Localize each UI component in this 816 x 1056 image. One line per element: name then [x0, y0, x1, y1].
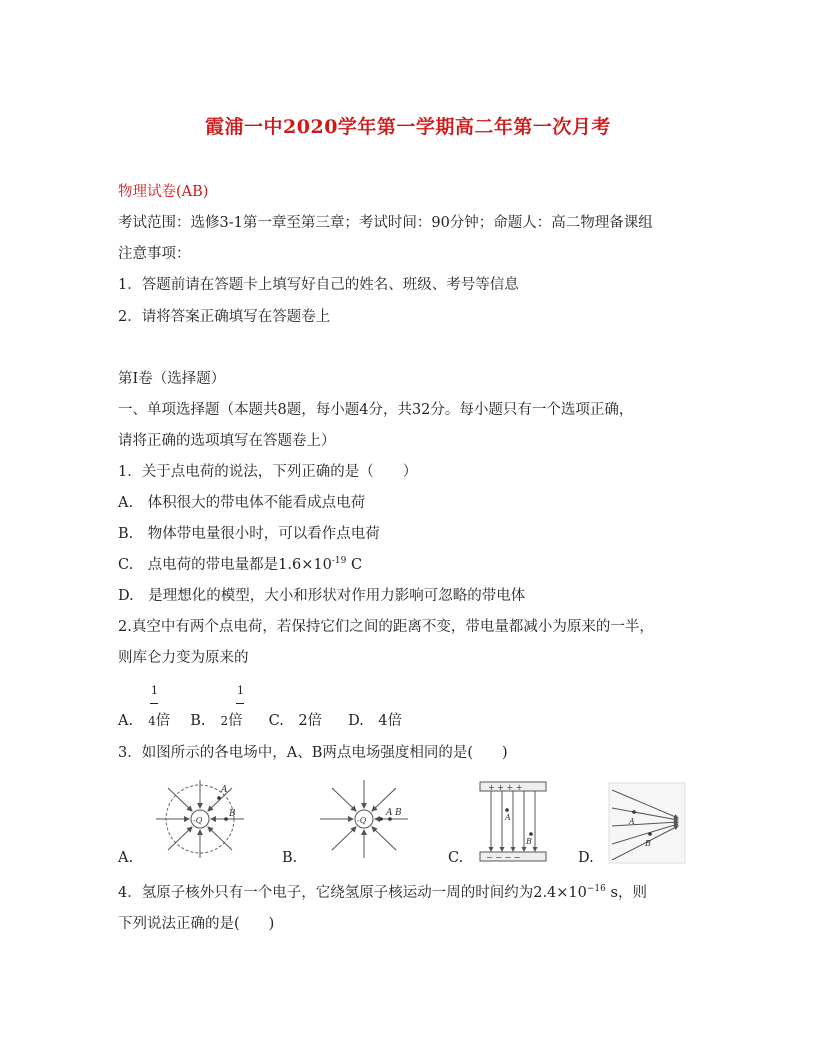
q3-figure-b-charge-label: -Q: [357, 816, 367, 825]
q3-figure-c-point-a: A: [505, 813, 511, 822]
q3-figure-a-charge-label: -Q: [193, 816, 203, 825]
q3-figure-a-point-b: B: [229, 809, 236, 819]
q2-frac-b-numerator: 1: [237, 684, 244, 697]
q3-figure-d: [608, 782, 686, 864]
exam-title: 霞浦一中2020学年第一学期高二年第一次月考: [205, 116, 611, 138]
q3-label-d: D.: [578, 850, 594, 866]
q3-label-b: B.: [282, 850, 298, 866]
exam-info: 考试范围：选修3-1第一章至第三章；考试时间：90分钟；命题人：高二物理备课组: [118, 215, 653, 231]
q2-frac-a-numerator: 1: [151, 684, 158, 697]
q3-figure-c-minus-signs: − − − −: [486, 853, 521, 862]
section-heading-line1: 一、单项选择题（本题共8题，每小题4分，共32分。每小题只有一个选项正确，: [118, 402, 634, 418]
volume-heading: 第I卷（选择题）: [118, 371, 226, 387]
q4-stem-text: 4．氢原子核外只有一个电子，它绕氢原子核运动一周的时间约为2.4×10: [118, 885, 587, 901]
q1-option-c-exponent: -19: [331, 556, 347, 566]
q1-option-b: B. 物体带电量很小时，可以看作点电荷: [118, 526, 380, 542]
q3-figure-c-plus-signs: + + + +: [488, 783, 523, 792]
q2-option-b-unit: 倍: [228, 713, 243, 729]
q4-stem-line2: 下列说法正确的是( ): [118, 916, 275, 932]
q3-label-c: C.: [448, 850, 464, 866]
q1-option-c-text: C. 点电荷的带电量都是1.6×10: [118, 557, 332, 573]
q2-frac-b-denominator: 2: [220, 714, 229, 728]
q2-frac-a-denominator: 4: [148, 714, 156, 728]
q2-option-a-unit: 倍: [155, 713, 171, 729]
q2-option-a-label: A.: [118, 713, 134, 729]
q3-figure-a: [138, 778, 262, 860]
q3-figure-b: [302, 778, 426, 860]
q2-frac-a-bar: [150, 703, 158, 704]
q3-figure-a-point-a: A: [221, 785, 228, 795]
notice-item-1: 1．答题前请在答题卡上填写好自己的姓名、班级、考号等信息: [118, 277, 519, 293]
notice-item-2: 2．请将答案正确填写在答题卷上: [118, 309, 331, 325]
q3-stem: 3．如图所示的各电场中，A、B两点电场强度相同的是( ): [118, 745, 508, 761]
q2-option-c: C. 2倍: [268, 713, 323, 729]
q2-stem-line1: 2.真空中有两个点电荷，若保持它们之间的距离不变，带电量都减小为原来的一半，: [118, 619, 654, 635]
q3-figure-b-point-b: B: [395, 808, 402, 818]
q1-option-c: [118, 553, 362, 574]
q1-option-a: A. 体积很大的带电体不能看成点电荷: [118, 495, 366, 511]
q2-options: [118, 709, 402, 730]
q4-stem-tail: s，则: [605, 885, 647, 901]
q3-figure-d-frame: [609, 783, 685, 863]
q3-label-a: A.: [118, 850, 134, 866]
q1-option-c-unit: C: [350, 557, 363, 573]
q1-stem: 1．关于点电荷的说法，下列正确的是（ ）: [118, 464, 418, 480]
q3-figure-d-point-b: B: [645, 839, 651, 848]
q3-figure-c: [476, 780, 552, 866]
q4-stem-exponent: −16: [586, 884, 606, 894]
q2-frac-b-bar: [236, 703, 244, 704]
subject-line: 物理试卷(AB): [118, 184, 209, 200]
q2-option-b-label: B.: [190, 713, 206, 729]
q4-stem-line1: [118, 881, 647, 902]
q2-stem-line2: 则库仑力变为原来的: [118, 650, 249, 666]
q3-figure-d-point-a: A: [629, 817, 635, 826]
q3-figure-b-point-a: A: [386, 808, 393, 818]
q1-option-d: D. 是理想化的模型，大小和形状对作用力影响可忽略的带电体: [118, 588, 526, 604]
section-heading-line2: 请将正确的选项填写在答题卷上）: [118, 433, 336, 449]
q2-option-d: D. 4倍: [348, 713, 403, 729]
q3-figure-c-point-b: B: [526, 837, 532, 846]
notice-title: 注意事项：: [118, 246, 191, 262]
